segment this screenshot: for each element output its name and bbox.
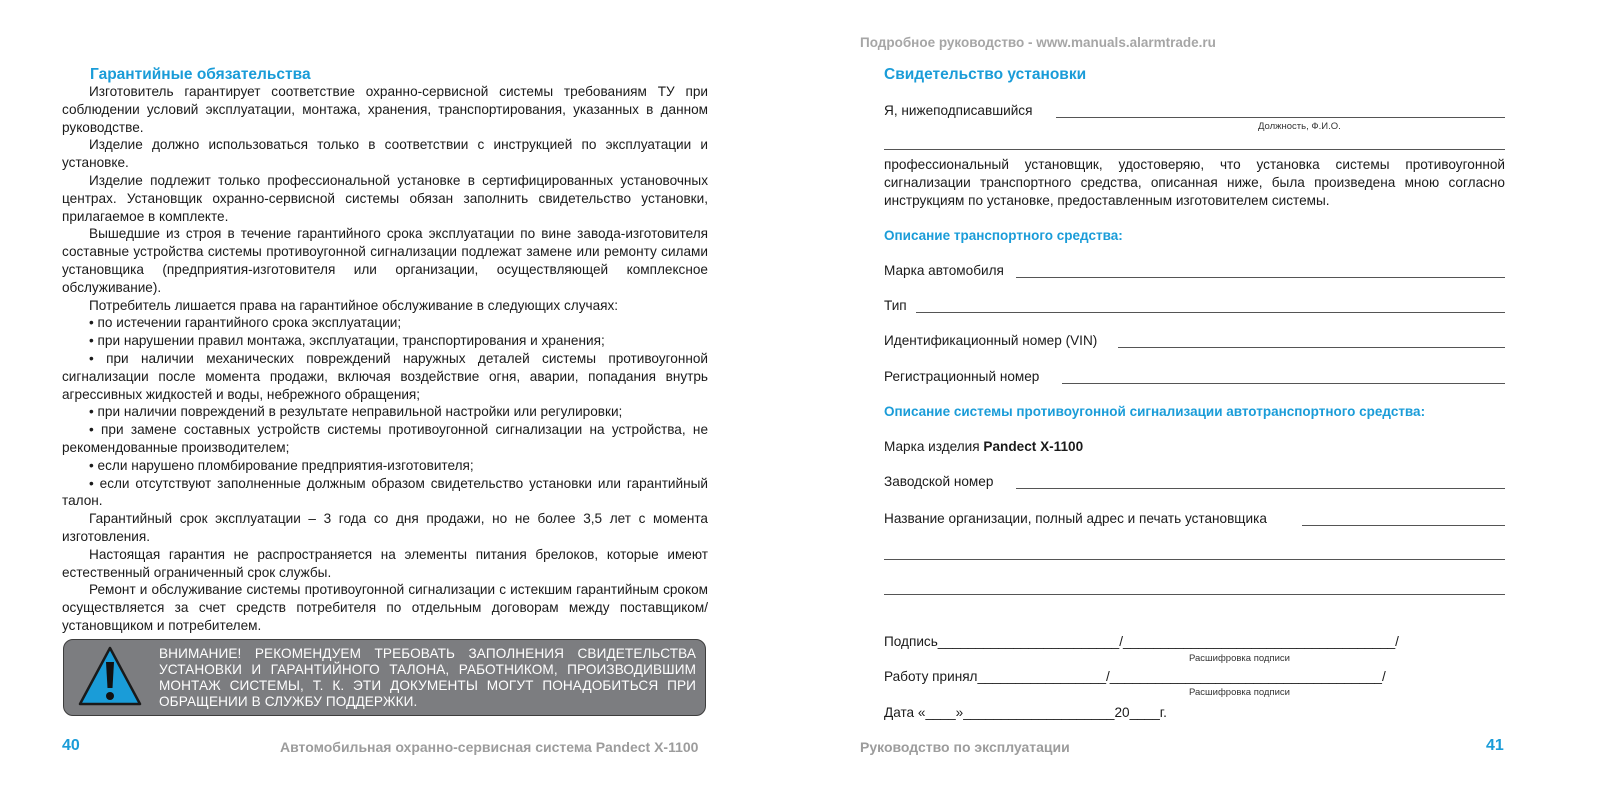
bullet-item: • по истечении гарантийного срока эксплуатации; <box>89 315 402 331</box>
org-line <box>1302 525 1505 526</box>
serial-line <box>1016 488 1505 489</box>
reg-line <box>1062 383 1505 384</box>
warning-box <box>63 639 706 716</box>
position-caption: Должность, Ф.И.О. <box>1258 121 1341 132</box>
paragraph: Потребитель лишается права на гарантийное обслуживание в следующих случаях: <box>89 297 619 313</box>
undersigned-line <box>1056 117 1505 118</box>
paragraph: Изделие должно использоваться только в соответствии с инструкцией по эксплуатации и установке. <box>62 137 708 171</box>
bullet-item: • при наличии повреждений в результате неправильной настройки или регулировки; <box>89 404 623 420</box>
warning-triangle-icon <box>78 646 142 708</box>
page-number-right: 41 <box>1486 737 1504 754</box>
product-name: Pandect X-1100 <box>983 439 1084 454</box>
paragraph: Изготовитель гарантирует соответствие охранно-сервисной системы требованиям ТУ при соблюдении условий эксплуатации, монтажа, хранения, транспортирования, указанных в данном руководстве. <box>62 84 708 135</box>
make-label: Марка автомобиля <box>884 263 1004 278</box>
footer-left: Автомобильная охранно-сервисная система Pandect X-1100 <box>280 739 699 755</box>
paragraph: Вышедшие из строя в течение гарантийного срока эксплуатации по вине завода-изготовителя составные устройства системы противоугонной сигнализации подлежат замене или ремонту силами установщика (предприятия-изготовителя или организации, осуществляющей комплексное обслуживание). <box>62 226 708 295</box>
bullet-item: • при нарушении правил монтажа, эксплуатации, транспортирования и хранения; <box>89 333 605 349</box>
page-number-left: 40 <box>62 737 80 754</box>
type-line <box>916 312 1505 313</box>
org-label: Название организации, полный адрес и печать установщика <box>884 511 1267 526</box>
undersigned-label: Я, нижеподписавшийся <box>884 103 1033 118</box>
system-title: Описание системы противоугонной сигнализации автотранспортного средства: <box>884 404 1426 419</box>
right-page <box>800 0 1600 801</box>
accepted-line: Работу принял_________________/____________________________________/ <box>884 669 1386 684</box>
org-line-3 <box>884 594 1505 595</box>
vehicle-title: Описание транспортного средства: <box>884 228 1123 243</box>
page-header: Подробное руководство - www.manuals.alarmtrade.ru <box>860 35 1216 50</box>
product-field <box>884 438 1083 456</box>
make-line <box>1016 277 1505 278</box>
reg-label: Регистрационный номер <box>884 369 1040 384</box>
signature-line: Подпись________________________/____________________________________/ <box>884 634 1399 649</box>
date-line: Дата «____»____________________20____г. <box>884 705 1167 720</box>
product-label: Марка изделия <box>884 439 980 454</box>
paragraph: Настоящая гарантия не распространяется на элементы питания брелоков, которые имеют естественный ограниченный срок службы. <box>62 546 708 580</box>
signature-caption: Расшифровка подписи <box>1189 653 1290 664</box>
warning-text: ВНИМАНИЕ! РЕКОМЕНДУЕМ ТРЕБОВАТЬ ЗАПОЛНЕНИЯ СВИДЕТЕЛЬСТВА УСТАНОВКИ И ГАРАНТИЙНОГО ТАЛОНА, РАБОТНИКОМ, ПРОИЗВОДИВШИМ МОНТАЖ СИСТЕМЫ, Т. К. ЭТИ ДОКУМЕНТЫ МОГУТ ПОНАДОБИТЬСЯ ПРИ ОБРАЩЕНИИ В СЛУЖБУ ПОДДЕРЖКИ. <box>159 646 696 709</box>
position-line <box>884 149 1505 150</box>
bullet-item: • при наличии механических повреждений наружных деталей системы противоугонной сигнализации после момента продажи, включая воздействие огня, аварии, попадания внутрь агрессивных жидкостей и воды, небрежного обращения; <box>62 350 708 402</box>
org-line-2 <box>884 559 1505 560</box>
bullet-item: • если отсутствуют заполненные должным образом свидетельство установки или гарантийный талон. <box>62 475 708 509</box>
accepted-caption: Расшифровка подписи <box>1189 687 1290 698</box>
warranty-title: Гарантийные обязательства <box>90 66 311 83</box>
vin-line <box>1118 347 1505 348</box>
type-label: Тип <box>884 298 907 313</box>
footer-right: Руководство по эксплуатации <box>860 739 1070 755</box>
warranty-body <box>62 83 708 635</box>
paragraph: Гарантийный срок эксплуатации – 3 года со дня продажи, но не более 3,5 лет с момента изготовления. <box>62 511 708 544</box>
vin-label: Идентификационный номер (VIN) <box>884 333 1098 348</box>
bullet-item: • если нарушено пломбирование предприятия-изготовителя; <box>89 457 474 473</box>
certificate-title: Свидетельство установки <box>884 66 1087 83</box>
bullet-item: • при замене составных устройств системы противоугонной сигнализации на устройства, не рекомендованные производителем; <box>62 422 708 455</box>
paragraph: Изделие подлежит только профессиональной установке в сертифицированных установочных центрах. Установщик охранно-сервисной системы обязан заполнить свидетельство установки, прилагаемое в комплекте. <box>62 172 708 224</box>
intro-paragraph: профессиональный установщик, удостоверяю, что установка системы противоугонной сигнализации транспортного средства, описанная ниже, была произведена мною согласно инструкциям по установке, предоставленным изготовителем системы. <box>884 157 1505 208</box>
serial-label: Заводской номер <box>884 474 994 489</box>
paragraph: Ремонт и обслуживание системы противоугонной сигнализации с истекшим гарантийным сроком осуществляется за счет средств потребителя по отдельным договорам между поставщиком/установщиком и потребителем. <box>62 582 708 633</box>
